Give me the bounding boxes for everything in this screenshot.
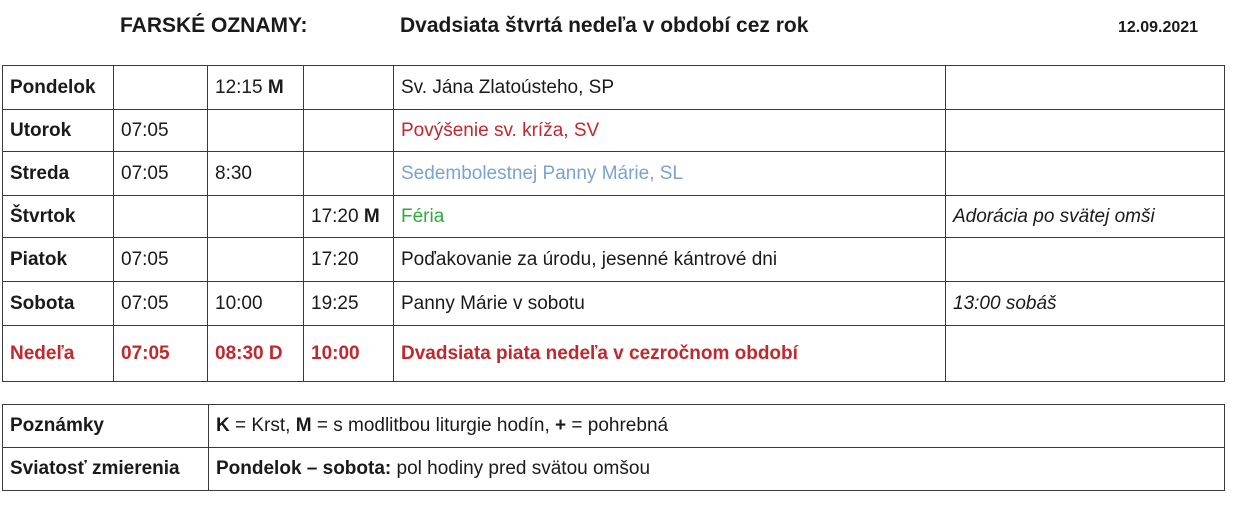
notes-label: Poznámky xyxy=(3,405,209,448)
day-name: Štvrtok xyxy=(3,196,114,238)
event-name: Panny Márie v sobotu xyxy=(394,282,946,326)
event-note xyxy=(946,238,1225,282)
time-evening xyxy=(304,152,394,196)
announcement-date: 12.09.2021 xyxy=(1118,19,1199,36)
event-name: Sv. Jána Zlatoústeho, SP xyxy=(394,66,946,110)
table-row xyxy=(3,238,1225,282)
event-note: Adorácia po svätej omši xyxy=(946,196,1225,238)
confession-text: pol hodiny pred svätou omšou xyxy=(391,458,651,479)
time-mid xyxy=(208,66,304,110)
day-name: Piatok xyxy=(3,238,114,282)
table-row xyxy=(3,282,1225,326)
time-evening xyxy=(304,66,394,110)
event-name: Sedembolestnej Panny Márie, SL xyxy=(394,152,946,196)
day-name: Streda xyxy=(3,152,114,196)
legend-key: K xyxy=(216,415,230,436)
legend-text: = pohrebná xyxy=(566,415,669,436)
table-row xyxy=(3,110,1225,152)
confession-info xyxy=(209,448,1225,491)
time-morning xyxy=(114,66,208,110)
day-name: Pondelok xyxy=(3,66,114,110)
notes-legend xyxy=(209,405,1225,448)
event-name: Poďakovanie za úrodu, jesenné kántrové dni xyxy=(394,238,946,282)
time-morning: 07:05 xyxy=(114,238,208,282)
time-evening: 19:25 xyxy=(304,282,394,326)
event-name: Povýšenie sv. kríža, SV xyxy=(394,110,946,152)
time-value: 17:20 xyxy=(311,205,359,227)
event-name: Dvadsiata piata nedeľa v cezročnom období xyxy=(394,326,946,382)
time-value: 12:15 xyxy=(215,76,263,98)
time-mid: 8:30 xyxy=(208,152,304,196)
day-name: Sobota xyxy=(3,282,114,326)
liturgy-mark: M xyxy=(267,76,284,98)
event-note xyxy=(946,152,1225,196)
confession-days: Pondelok – sobota: xyxy=(216,458,392,479)
event-note xyxy=(946,66,1225,110)
table-row xyxy=(3,448,1225,491)
time-morning: 07:05 xyxy=(114,110,208,152)
event-note xyxy=(946,110,1225,152)
event-name: Féria xyxy=(394,196,946,238)
confession-label: Sviatosť zmierenia xyxy=(3,448,209,491)
event-note: 13:00 sobáš xyxy=(946,282,1225,326)
time-mid xyxy=(208,110,304,152)
event-note xyxy=(946,326,1225,382)
time-morning: 07:05 xyxy=(114,282,208,326)
time-morning xyxy=(114,196,208,238)
day-name: Utorok xyxy=(3,110,114,152)
time-morning: 07:05 xyxy=(114,152,208,196)
time-evening xyxy=(304,196,394,238)
legend-text: = Krst, xyxy=(229,415,296,436)
sunday-title: Dvadsiata štvrtá nedeľa v období cez rok xyxy=(400,14,809,37)
time-mid xyxy=(208,238,304,282)
time-evening: 10:00 xyxy=(304,326,394,382)
table-row xyxy=(3,405,1225,448)
table-row xyxy=(3,152,1225,196)
time-mid xyxy=(208,196,304,238)
legend-key: M xyxy=(295,415,312,436)
mass-schedule-table xyxy=(2,65,1225,382)
table-row xyxy=(3,196,1225,238)
announcement-heading: FARSKÉ OZNAMY: xyxy=(120,14,308,37)
time-mid: 10:00 xyxy=(208,282,304,326)
table-row xyxy=(3,66,1225,110)
time-morning: 07:05 xyxy=(114,326,208,382)
day-name: Nedeľa xyxy=(3,326,114,382)
legend-text: = s modlitbou liturgie hodín, xyxy=(311,415,556,436)
table-row xyxy=(3,326,1225,382)
time-mid: 08:30 D xyxy=(208,326,304,382)
liturgy-mark: M xyxy=(363,205,380,227)
time-evening xyxy=(304,110,394,152)
legend-key: + xyxy=(555,415,567,436)
notes-table xyxy=(2,404,1225,491)
time-evening: 17:20 xyxy=(304,238,394,282)
